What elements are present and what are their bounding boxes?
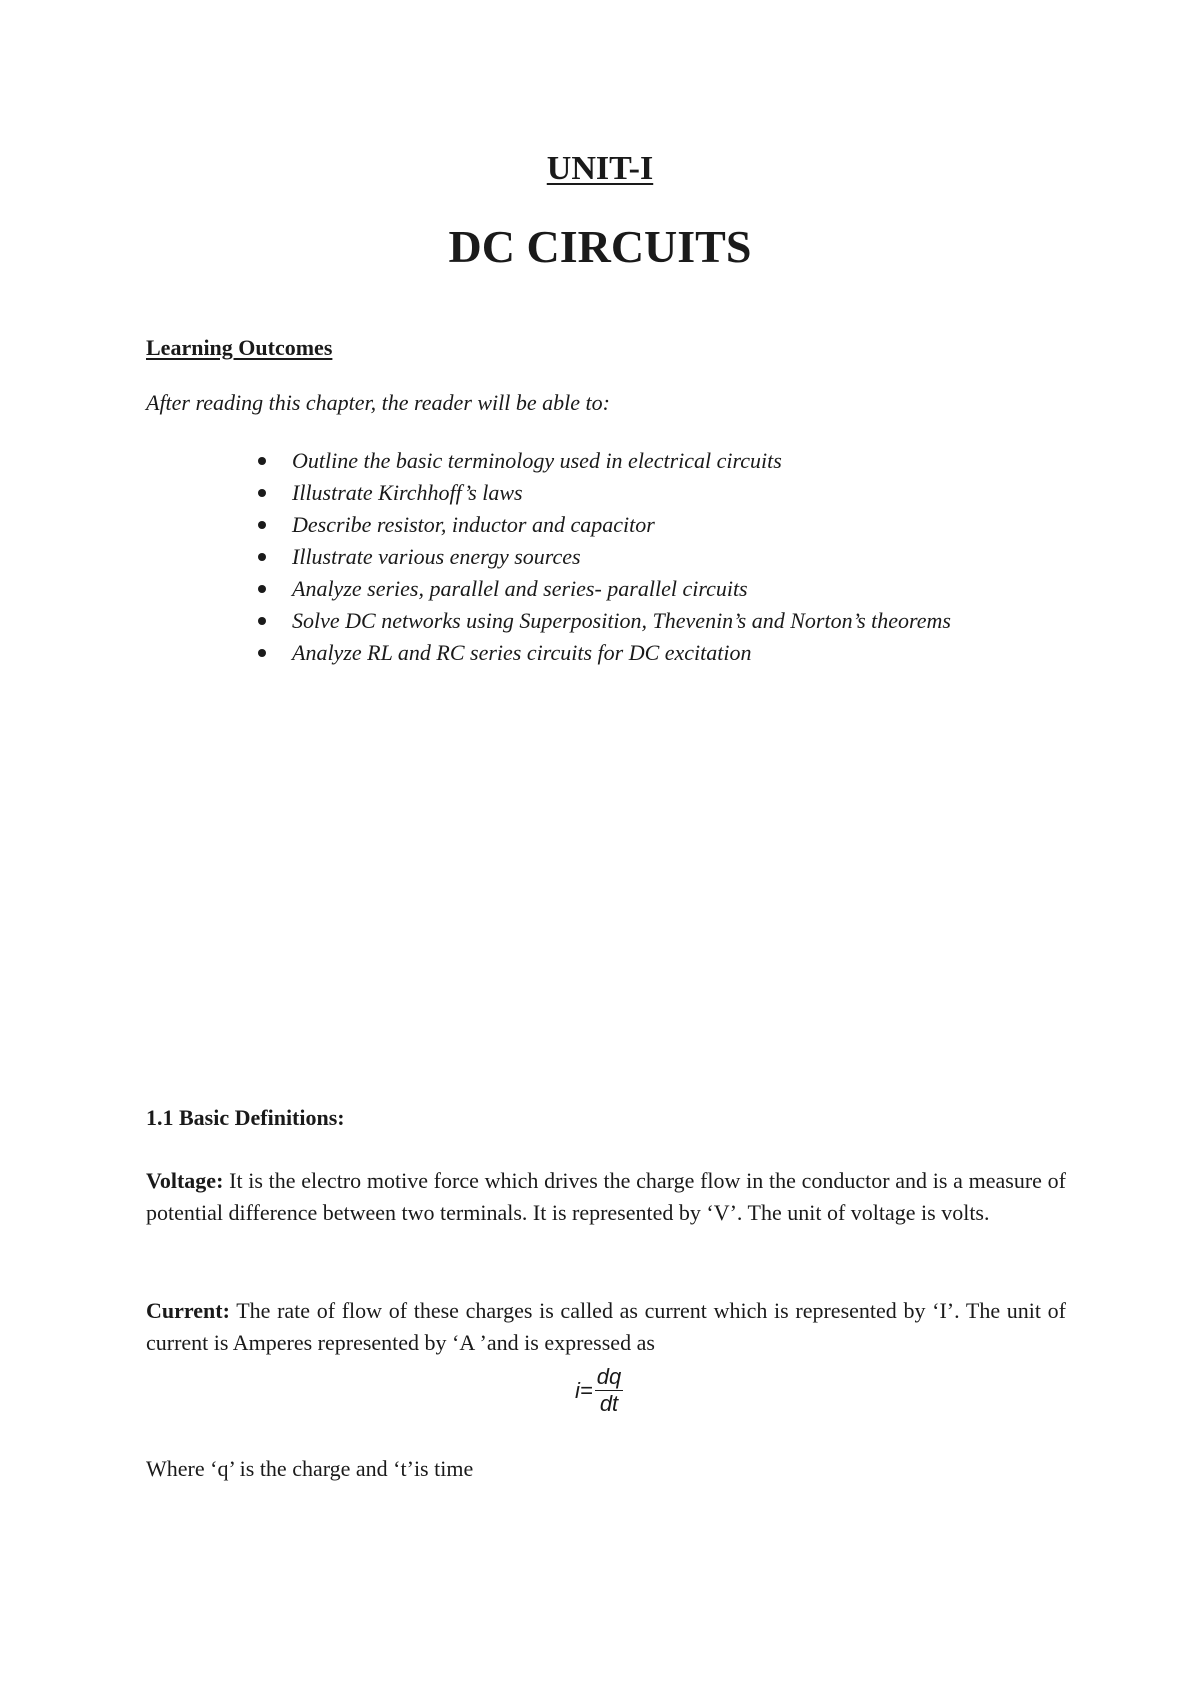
list-item-text: Outline the basic terminology used in electrical circuits xyxy=(292,448,782,473)
chapter-title: DC CIRCUITS xyxy=(448,221,752,272)
unit-heading: UNIT-I xyxy=(546,150,654,187)
formula-denominator: dt xyxy=(599,1391,619,1416)
voltage-term: Voltage: xyxy=(146,1168,224,1193)
list-item xyxy=(258,477,951,509)
learning-outcomes-heading: Learning Outcomes xyxy=(146,335,333,360)
formula-lhs: i= xyxy=(575,1378,593,1403)
list-item xyxy=(258,605,951,637)
voltage-text: It is the electro motive force which drives the charge flow in the conductor and is a measure of potential difference between two terminals. It is represented by ‘V’. The unit of voltage is volts. xyxy=(146,1168,1066,1225)
list-item-text: Illustrate Kirchhoff’s laws xyxy=(292,480,523,505)
voltage-definition xyxy=(146,1165,1066,1229)
list-item xyxy=(258,509,951,541)
list-item xyxy=(258,637,951,669)
formula-fraction xyxy=(595,1365,623,1417)
bullet-icon xyxy=(258,649,266,657)
bullet-icon xyxy=(258,617,266,625)
list-item-text: Illustrate various energy sources xyxy=(292,544,581,569)
list-item xyxy=(258,573,951,605)
learning-outcomes-intro: After reading this chapter, the reader will be able to: xyxy=(146,390,610,415)
list-item xyxy=(258,445,951,477)
bullet-icon xyxy=(258,553,266,561)
list-item xyxy=(258,541,951,573)
list-item-text: Solve DC networks using Superposition, Thevenin’s and Norton’s theorems xyxy=(292,608,951,633)
where-statement: Where ‘q’ is the charge and ‘t’is time xyxy=(146,1456,474,1481)
bullet-icon xyxy=(258,457,266,465)
current-formula xyxy=(575,1365,623,1417)
current-text: The rate of flow of these charges is called as current which is represented by ‘I’. The unit of current is Amperes represented by ‘A ’and is expressed as xyxy=(146,1298,1066,1355)
bullet-icon xyxy=(258,489,266,497)
formula-numerator: dq xyxy=(596,1364,622,1389)
learning-outcomes-list xyxy=(258,445,951,669)
list-item-text: Describe resistor, inductor and capacitor xyxy=(292,512,655,537)
current-definition xyxy=(146,1295,1066,1359)
bullet-icon xyxy=(258,521,266,529)
bullet-icon xyxy=(258,585,266,593)
list-item-text: Analyze RL and RC series circuits for DC excitation xyxy=(292,640,752,665)
current-term: Current: xyxy=(146,1298,230,1323)
section-heading: 1.1 Basic Definitions: xyxy=(146,1105,345,1130)
list-item-text: Analyze series, parallel and series- parallel circuits xyxy=(292,576,748,601)
